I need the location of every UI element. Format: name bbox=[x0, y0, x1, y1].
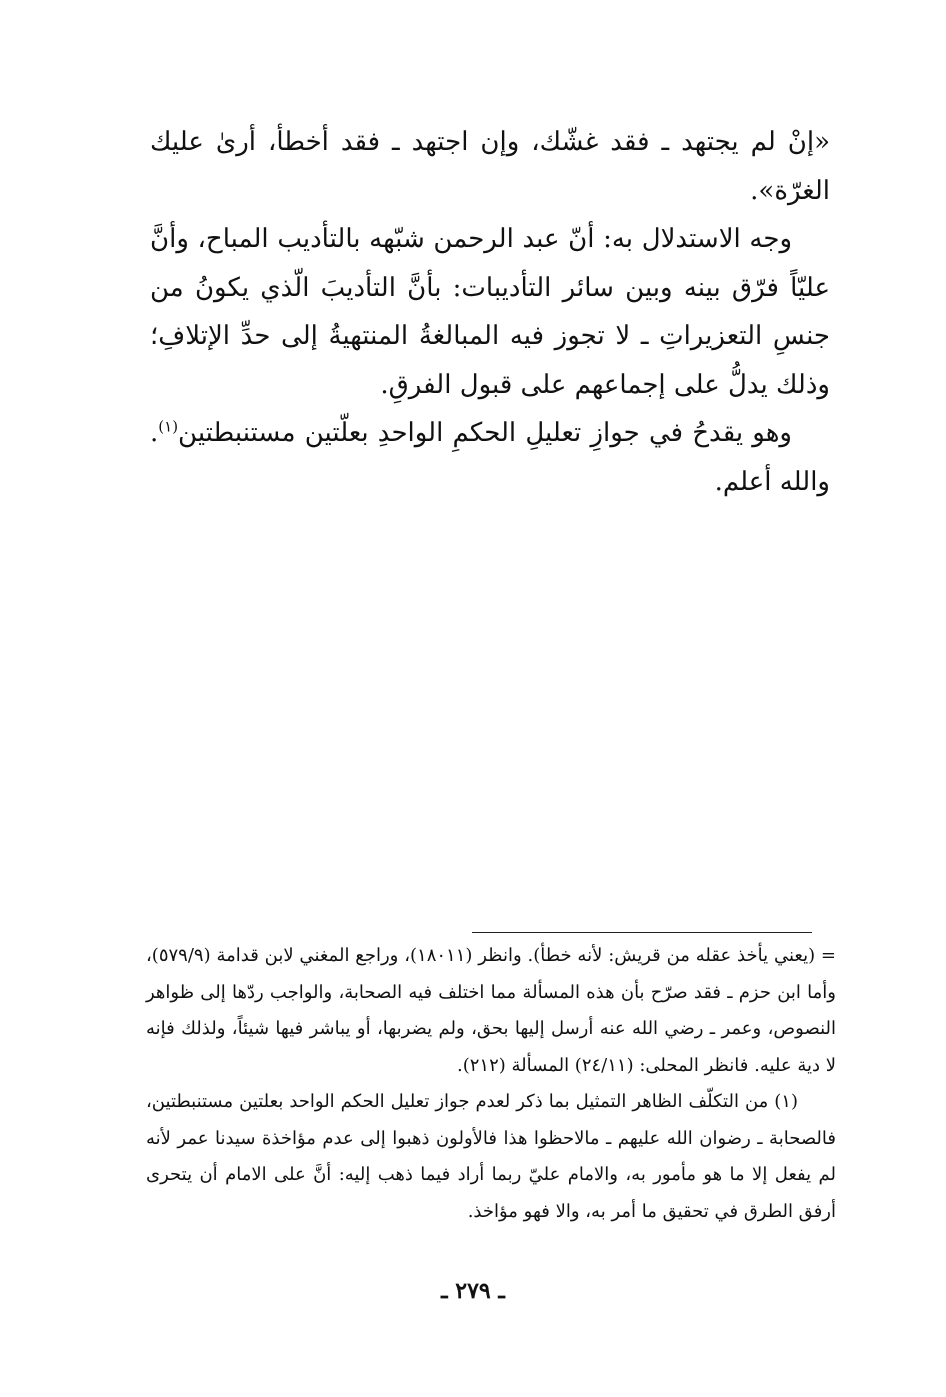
footnote-continued: = (يعني يأخذ عقله من قريش: لأنه خطأ). وانظر (١٨٠١١)، وراجع المغني لابن قدامة (٥٧٩/٩)، وأما ابن حزم ـ فقد صرّح بأن هذه المسألة مما اختلف فيه الصحابة، والواجب ردّها إلى ظواهر النصوص، وعمر ـ رضي الله عنه أرسل إليها بحق، ولم يضربها، أو يباشر فيها شيئاً، ولذلك فإنه لا دية عليه. فانظر المحلى: (٢٤/١١) المسألة (٢١٢). bbox=[146, 945, 837, 1076]
page-number: ـ ٢٧٩ ـ bbox=[441, 1278, 505, 1304]
argument-paragraph: وجه الاستدلال به: أنّ عبد الرحمن شبّهه بالتأديب المباح، وأنَّ عليّاً فرّق بينه وبين سائر التأديبات: بأنَّ التأديبَ الّذي يكونُ من جنسِ التعزيراتِ ـ لا تجوز فيه المبالغةُ المنتهيةُ إلى حدِّ الإتلافِ؛ وذلك يدلُّ على إجماعهم على قبول الفرقِ. bbox=[150, 224, 830, 400]
main-text bbox=[150, 118, 830, 506]
footnotes bbox=[146, 938, 836, 1230]
conclusion-end: . والله أعلم. bbox=[150, 418, 830, 497]
conclusion-text: وهو يقدحُ في جوازِ تعليلِ الحكمِ الواحدِ بعلّتين مستنبطتين bbox=[178, 418, 792, 448]
quote-paragraph: «إنْ لم يجتهد ـ فقد غشّك، وإن اجتهد ـ فقد أخطأ، أرىٰ عليك الغرّة». bbox=[150, 127, 830, 206]
conclusion-paragraph bbox=[150, 409, 830, 506]
footnote-marker: (١) bbox=[158, 417, 179, 436]
footnote-divider bbox=[472, 932, 812, 933]
footnote-1: (١) من التكلّف الظاهر التمثيل بما ذكر لعدم جواز تعليل الحكم الواحد بعلتين مستنبطتين، فالصحابة ـ رضوان الله عليهم ـ مالاحظوا هذا فالأولون ذهبوا إلى عدم مؤاخذة سيدنا عمر لأنه لم يفعل إلا ما هو مأمور به، والامام عليّ ربما أراد فيما ذهب إليه: أنَّ على الامام أن يتحرى أرفق الطرق في تحقيق ما أمر به، والا فهو مؤاخذ. bbox=[146, 1091, 836, 1222]
